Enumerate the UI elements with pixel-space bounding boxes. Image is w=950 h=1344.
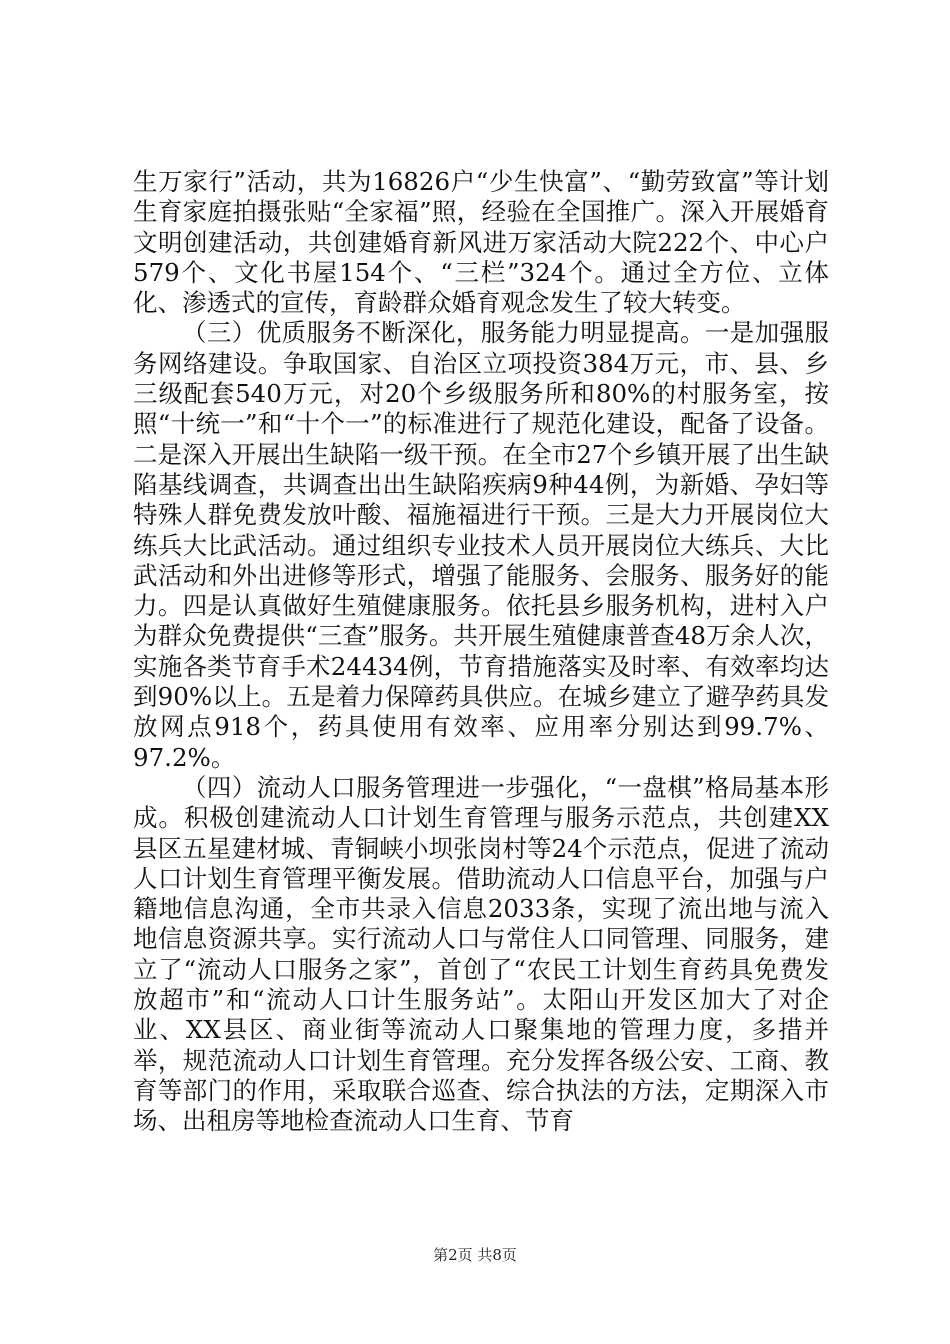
page-number-footer: 第2页 共8页	[433, 1246, 517, 1264]
paragraph-3-section-four: （四）流动人口服务管理进一步强化，“一盘棋”格局基本形成。积极创建流动人口计划生育管理与服务示范点，共创建XX县区五星建材城、青铜峡小坝张岗村等24个示范点，促进了流动人口计划生育管理平衡发展。借助流动人口信息平台，加强与户籍地信息沟通，全市共录入信息2033条，实现了流出地与流入地信息资源共享。实行流动人口与常住人口同管理、同服务，建立了“流动人口服务之家”，首创了“农民工计划生育药具免费发放超市”和“流动人口计生服务站”。太阳山开发区加大了对企业、XX县区、商业街等流动人口聚集地的管理力度，多措并举，规范流动人口计划生育管理。充分发挥各级公安、工商、教育等部门的作用，采取联合巡查、综合执法的方法，定期深入市场、出租房等地检查流动人口生育、节育	[133, 772, 829, 1136]
paragraph-1: 生万家行”活动，共为16826户“少生快富”、“勤劳致富”等计划生育家庭拍摄张贴“全家福”照，经验在全国推广。深入开展婚育文明创建活动，共创建婚育新风进万家活动大院222个、中心户579个、文化书屋154个、“三栏”324个。通过全方位、立体化、渗透式的宣传，育龄群众婚育观念发生了较大转变。	[133, 167, 829, 318]
paragraph-2-section-three: （三）优质服务不断深化，服务能力明显提高。一是加强服务网络建设。争取国家、自治区立项投资384万元，市、县、乡三级配套540万元，对20个乡级服务所和80%的村服务室，按照“十统一”和“十个一”的标准进行了规范化建设，配备了设备。二是深入开展出生缺陷一级干预。在全市27个乡镇开展了出生缺陷基线调查，共调查出出生缺陷疾病9种44例，为新婚、孕妇等特殊人群免费发放叶酸、福施福进行干预。三是大力开展岗位大练兵大比武活动。通过组织专业技术人员开展岗位大练兵、大比武活动和外出进修等形式，增强了能服务、会服务、服务好的能力。四是认真做好生殖健康服务。依托县乡服务机构，进村入户为群众免费提供“三查”服务。共开展生殖健康普查48万余人次，实施各类节育手术24434例，节育措施落实及时率、有效率均达到90%以上。五是着力保障药具供应。在城乡建立了避孕药具发放网点918个，药具使用有效率、应用率分别达到99.7%、97.2%。	[133, 318, 829, 772]
document-body	[133, 167, 829, 1137]
